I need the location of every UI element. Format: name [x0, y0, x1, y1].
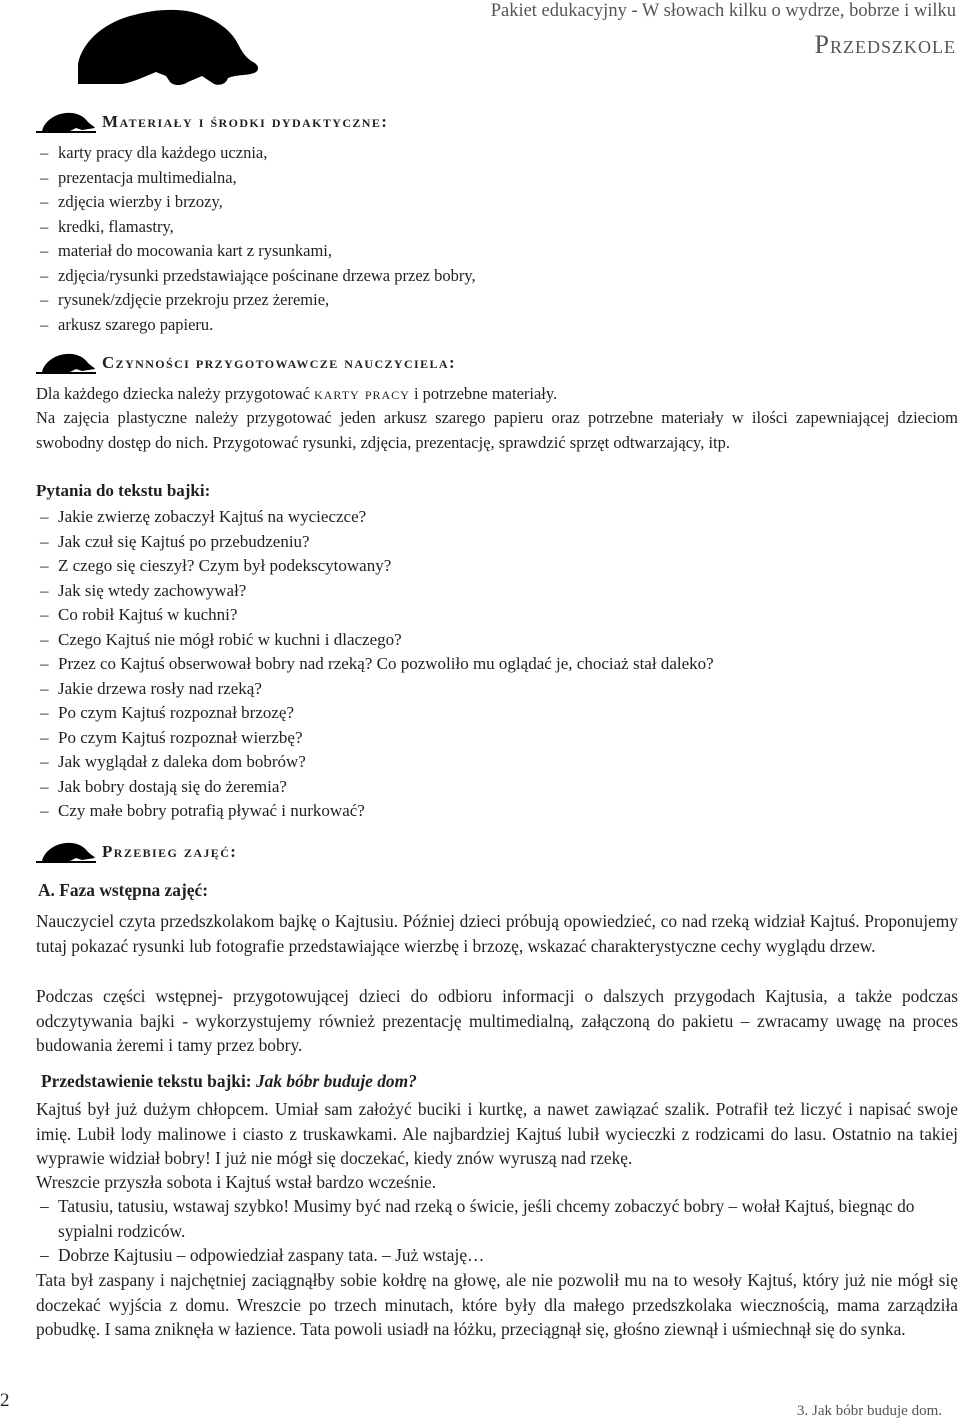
- list-item: – arkusz szarego papieru.: [40, 313, 476, 338]
- beaver-silhouette-icon: [36, 110, 96, 134]
- list-item: – prezentacja multimedialna,: [40, 166, 476, 191]
- paragraph: Podczas części wstępnej- przygotowującej dzieci do odbioru informacji o dalszych przygodach Kajtusia, a także podczas odczytywania bajki - wykorzystujemy również prezentację multimedialną, załączoną do pakietu – zwracamy uwagę na proces budowania żeremi i tamy przez bobry.: [36, 986, 958, 1055]
- list-item: – Przez co Kajtuś obserwował bobry nad rzeką? Co pozwoliło mu oglądać je, chociaż stał daleko?: [40, 652, 714, 677]
- paragraph: Nauczyciel czyta przedszkolakom bajkę o Kajtusiu. Później dzieci próbują opowiedzieć, co nad rzeką widział Kajtuś. Proponujemy tutaj pokazać rysunki lub fotografie przedstawiające wierzbę i brzozę, wskazać charakterystyczne cechy wyglądu drzew.: [36, 911, 958, 956]
- list-item: – Jakie drzewa rosły nad rzeką?: [40, 677, 714, 702]
- list-item: – karty pracy dla każdego ucznia,: [40, 141, 476, 166]
- beaver-silhouette-icon: [78, 8, 260, 92]
- dialogue-line: – Dobrze Kajtusiu – odpowiedział zaspany tata. – Już wstaję…: [40, 1243, 958, 1268]
- section-title: Przebieg zajęć:: [102, 842, 238, 861]
- list-item: – Z czego się cieszył? Czym był podekscytowany?: [40, 554, 714, 579]
- list-item: – Po czym Kajtuś rozpoznał wierzbę?: [40, 726, 714, 751]
- list-item: – Jak wyglądał z daleka dom bobrów?: [40, 750, 714, 775]
- list-item: – Czy małe bobry potrafią pływać i nurkować?: [40, 799, 714, 824]
- beaver-silhouette-icon: [36, 351, 96, 375]
- questions-heading: Pytania do tekstu bajki:: [36, 481, 211, 500]
- materials-list: [40, 141, 476, 337]
- story-dialogue: [40, 1194, 958, 1268]
- section-heading-preparation: [36, 351, 556, 377]
- section-heading-materials: [36, 110, 456, 136]
- list-item: – zdjęcia wierzby i brzozy,: [40, 190, 476, 215]
- beaver-silhouette-icon: [36, 840, 96, 864]
- list-item: – Jak czuł się Kajtuś po przebudzeniu?: [40, 530, 714, 555]
- list-item: – Po czym Kajtuś rozpoznał brzozę?: [40, 701, 714, 726]
- section-title: Materiały i środki dydaktyczne:: [102, 112, 389, 131]
- questions-list: [40, 505, 714, 824]
- story-paragraph: Kajtuś był już dużym chłopcem. Umiał sam założyć buciki i kurtkę, a nawet zawiązać szalik. Potrafił też liczyć i napisać swoje imię. Lubił lody malinowe i ciasto z truskawkami. Ale najbardziej Kajtuś lubił wycieczki z rodzicami do lasu. Ostatnio na takiej wyprawie widział bobry! I już nie mógł się doczekać, kiedy znów wyruszą nad rzekę.: [36, 1099, 958, 1168]
- prep-line: Dla każdego dziecka należy przygotować karty pracy i potrzebne materiały.: [36, 384, 558, 403]
- prep-paragraph: Na zajęcia plastyczne należy przygotować jeden arkusz szarego papieru oraz potrzebne materiały w ilości zapewniającej dzieciom swobodny dostęp do nich. Przygotować rysunki, zdjęcia, prezentację, sprawdzić sprzęt odtwarzający, itp.: [36, 408, 958, 452]
- header-subtitle: Pakiet edukacyjny - W słowach kilku o wydrze, bobrze i wilku: [490, 1, 956, 21]
- list-item: – rysunek/zdjęcie przekroju przez żeremie,: [40, 288, 476, 313]
- footer-chapter: 3. Jak bóbr buduje dom.: [797, 1403, 942, 1419]
- section-heading-course: [36, 840, 336, 866]
- list-item: – Jakie zwierzę zobaczył Kajtuś na wycieczce?: [40, 505, 714, 530]
- phase-a-heading: A. Faza wstępna zajęć:: [38, 880, 208, 900]
- list-item: – Co robił Kajtuś w kuchni?: [40, 603, 714, 628]
- list-item: – kredki, flamastry,: [40, 215, 476, 240]
- dialogue-line: – Tatusiu, tatusiu, wstawaj szybko! Musimy być nad rzeką o świcie, jeśli chcemy zobaczyć bobry – wołał Kajtuś, biegnąc do sypialni rodziców.: [40, 1194, 958, 1243]
- list-item: – Czego Kajtuś nie mógł robić w kuchni i dlaczego?: [40, 628, 714, 653]
- story-heading: Przedstawienie tekstu bajki: Jak bóbr buduje dom?: [41, 1071, 417, 1091]
- list-item: – zdjęcia/rysunki przedstawiające pościnane drzewa przez bobry,: [40, 264, 476, 289]
- list-item: – Jak bobry dostają się do żeremia?: [40, 775, 714, 800]
- list-item: – Jak się wtedy zachowywał?: [40, 579, 714, 604]
- story-paragraph: Tata był zaspany i najchętniej zaciągnąłby sobie kołdrę na głowę, ale nie pozwolił mu na to wesoły Kajtuś, który już nie mógł się doczekać wyjścia z domu. Wreszcie po trzech minutach, które były dla małego przedszkolaka wiecznością, mama zarządziła pobudkę. I sama zniknęła w łazience. Tata powoli usiadł na łóżku, przeciągnął się, głośno ziewnął i uśmiechnął się do synka.: [36, 1270, 958, 1339]
- story-paragraph: Wreszcie przyszła sobota i Kajtuś wstał bardzo wcześnie.: [36, 1172, 437, 1192]
- worksheet-term: karty pracy: [314, 384, 410, 403]
- list-item: – materiał do mocowania kart z rysunkami,: [40, 239, 476, 264]
- header-title: Przedszkole: [814, 30, 956, 59]
- page-number: 2: [0, 1390, 10, 1411]
- story-title: Jak bóbr buduje dom?: [255, 1071, 417, 1091]
- section-title: Czynności przygotowawcze nauczyciela:: [102, 353, 457, 372]
